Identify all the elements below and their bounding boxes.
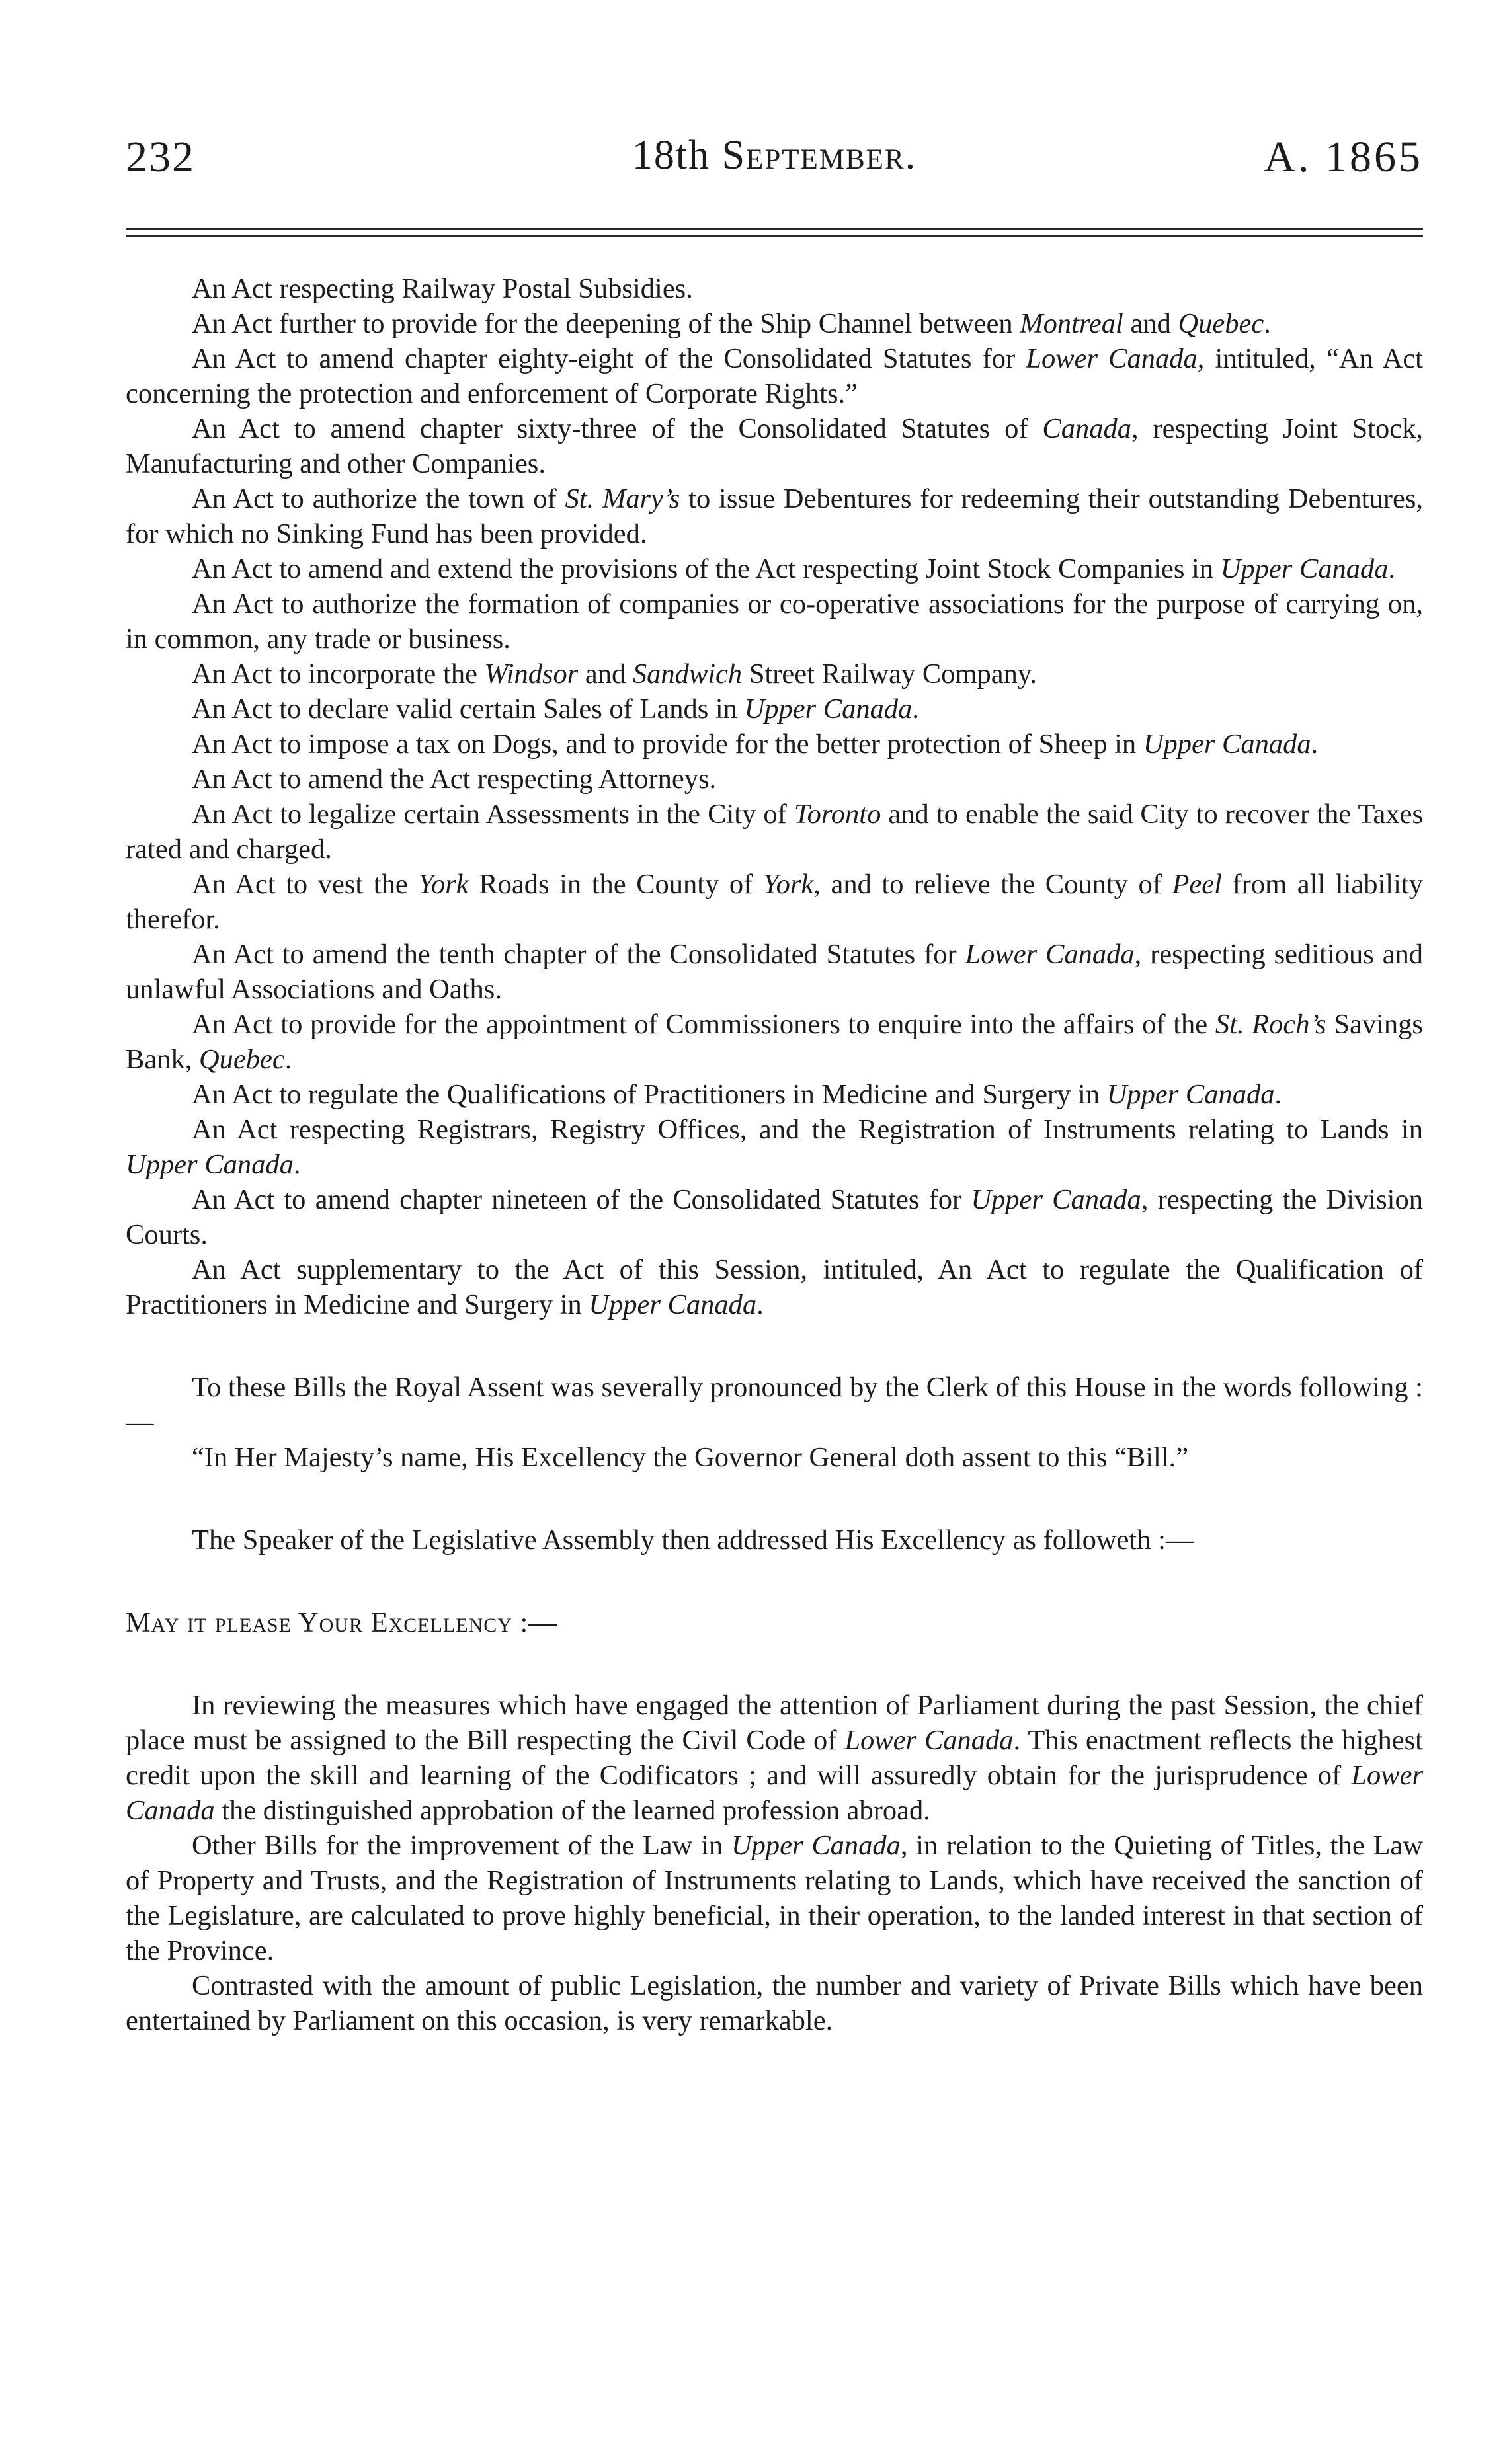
act-item: An Act to vest the York Roads in the County of York, and to relieve the County of Peel from all liability therefor. — [126, 869, 1423, 935]
body-text — [126, 271, 1423, 2038]
act-item: An Act to declare valid certain Sales of Lands in Upper Canada. — [192, 694, 920, 725]
address-paragraph: In reviewing the measures which have engaged the attention of Parliament during the past Session, the chief place must be assigned to the Bill respecting the Civil Code of Lower Canada. This enactment reflects the highest credit upon the skill and learning of the Codificators ; and will assuredly obtain for the jurisprudence of Lower Canada the distinguished approbation of the learned profession abroad. — [126, 1690, 1423, 1826]
act-item: An Act further to provide for the deepening of the Ship Channel between Montreal and Quebec. — [192, 308, 1271, 339]
act-item: An Act to authorize the formation of companies or co-operative associations for the purpose of carrying on, in common, any trade or business. — [126, 588, 1423, 655]
address-paragraph: Contrasted with the amount of public Legislation, the number and variety of Private Bills which have been entertained by Parliament on this occasion, is very remarkable. — [126, 1970, 1423, 2036]
assent-intro: To these Bills the Royal Assent was severally pronounced by the Clerk of this House in the words following :— — [126, 1372, 1423, 1438]
act-item: An Act to amend chapter eighty-eight of the Consolidated Statutes for Lower Canada, intituled, “An Act concerning the protection and enforcement of Corporate Rights.” — [126, 343, 1423, 409]
act-item: An Act respecting Railway Postal Subsidies. — [192, 273, 693, 304]
page-number: 232 — [126, 133, 195, 181]
date-month: September. — [721, 133, 917, 178]
act-item: An Act to authorize the town of St. Mary’s to issue Debentures for redeeming their outstanding Debentures, for which no Sinking Fund has been provided. — [126, 483, 1424, 549]
act-item: An Act to amend the tenth chapter of the Consolidated Statutes for Lower Canada, respecting seditious and unlawful Associations and Oaths. — [126, 939, 1423, 1005]
act-item: An Act to amend chapter nineteen of the Consolidated Statutes for Upper Canada, respecting the Division Courts. — [126, 1184, 1423, 1250]
act-item: An Act to provide for the appointment of Commissioners to enquire into the affairs of the St. Roch’s Savings Bank, Quebec. — [126, 1009, 1423, 1075]
act-item: An Act to amend chapter sixty-three of the Consolidated Statutes of Canada, respecting Joint Stock, Manufacturing and other Companies. — [126, 413, 1423, 479]
address-paragraph: Other Bills for the improvement of the Law in Upper Canada, in relation to the Quieting of Titles, the Law of Property and Trusts, and the Registration of Instruments relating to Lands, which have received the sanction of the Legislature, are calculated to prove highly beneficial, in their operation, to the landed interest in that section of the Province. — [126, 1830, 1423, 1966]
act-item: An Act respecting Registrars, Registry Offices, and the Registration of Instruments relating to Lands in Upper Canada. — [126, 1114, 1423, 1180]
salutation: May it please Your Excellency :— — [126, 1607, 557, 1638]
act-item: An Act to incorporate the Windsor and Sandwich Street Railway Company. — [192, 658, 1037, 690]
year-label: A. 1865 — [1264, 133, 1423, 181]
act-item: An Act to amend the Act respecting Attorneys. — [192, 764, 717, 795]
running-title — [126, 132, 1423, 179]
speaker-intro: The Speaker of the Legislative Assembly then addressed His Excellency as followeth :— — [192, 1525, 1194, 1556]
act-item: An Act to legalize certain Assessments in the City of Toronto and to enable the said City to recover the Taxes rated and charged. — [126, 799, 1423, 865]
header-rule-bottom — [126, 235, 1423, 237]
header-rule-top — [126, 228, 1423, 230]
act-item: An Act to regulate the Qualifications of Practitioners in Medicine and Surgery in Upper Canada. — [192, 1079, 1282, 1110]
act-item: An Act to amend and extend the provisions of the Act respecting Joint Stock Companies in Upper Canada. — [192, 553, 1396, 584]
act-item: An Act supplementary to the Act of this Session, intituled, An Act to regulate the Qualification of Practitioners in Medicine and Surgery in Upper Canada. — [126, 1254, 1423, 1320]
assent-formula: “In Her Majesty’s name, His Excellency the Governor General doth assent to this “Bill.” — [192, 1442, 1189, 1473]
page-header — [126, 132, 1423, 212]
act-item: An Act to impose a tax on Dogs, and to provide for the better protection of Sheep in Upper Canada. — [192, 729, 1319, 760]
date-day: 18th — [631, 133, 711, 178]
